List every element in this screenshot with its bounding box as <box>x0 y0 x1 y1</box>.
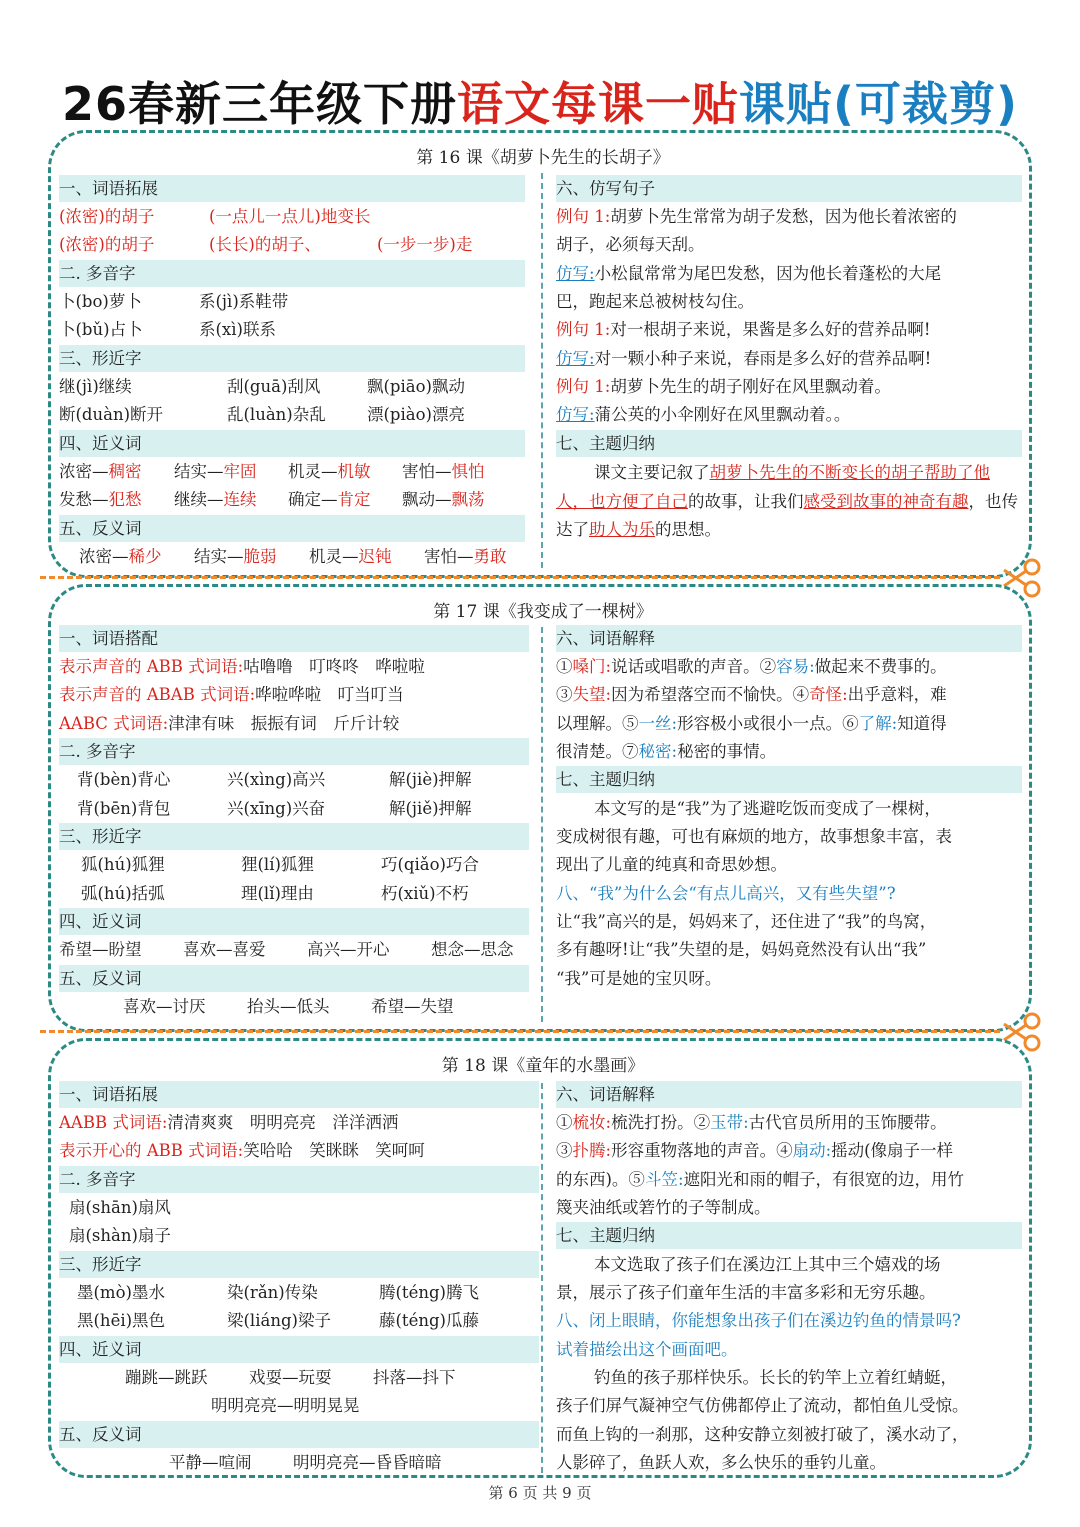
category-label: AABB 式词语: <box>59 1113 168 1132</box>
synonym-pair: 明明亮亮—明明晃晃 <box>211 1396 360 1415</box>
imitation-sentence <box>556 345 931 372</box>
synonym: 犯愁 <box>108 490 142 509</box>
vocab-row <box>59 710 399 737</box>
highlight: 感受到故事的神 <box>803 491 919 511</box>
similar-char: 藤(téng)瓜藤 <box>379 1311 479 1330</box>
similar-char: 狐(hú)狐狸 <box>81 855 165 874</box>
column-divider <box>541 173 543 568</box>
text: 知道得 <box>897 714 947 733</box>
similar-char-row <box>81 880 469 907</box>
section-header: 六、词语解释 <box>556 1081 1022 1108</box>
antonym-row <box>169 1449 442 1476</box>
definition-row <box>556 710 947 737</box>
summary-line: 现出了儿童的纯真和奇思妙想。 <box>556 855 787 874</box>
word: 飘动— <box>402 490 452 509</box>
example-label: 例句 1: <box>556 207 611 226</box>
imitation-label: 仿写: <box>556 264 595 283</box>
polyphone: 背(bēn)背包 <box>77 799 171 818</box>
similar-char-row <box>81 851 479 878</box>
summary-line: 变成树很有趣，可也有麻烦的地方，故事想象丰富，表 <box>556 827 952 846</box>
vocab-row <box>59 1109 398 1136</box>
synonym: 飘荡 <box>451 490 485 509</box>
page-number: 第 6 页 共 9 页 <box>488 1484 592 1502</box>
imitation-label: 仿写: <box>556 349 595 368</box>
antonym-pair: 明明亮亮—昏昏暗暗 <box>293 1453 442 1472</box>
similar-char: 巧(qiǎo)巧合 <box>381 855 479 874</box>
phrase: (长长)的胡子、 <box>209 235 321 254</box>
sentence-text: 胡萝卜先生的胡子刚好在风里飘动着。 <box>610 377 891 396</box>
imitation-sentence <box>556 260 941 287</box>
section-header: 三、形近字 <box>59 1251 539 1278</box>
polyphone: 扇(shān)扇风 <box>69 1198 171 1217</box>
similar-char: 弧(hú)括弧 <box>81 884 165 903</box>
words: 津津有味 振振有词 斤斤计较 <box>168 714 400 733</box>
synonym: 惧怕 <box>451 462 485 481</box>
term: 玉带: <box>710 1113 749 1132</box>
title-part-2: 语文每课一贴 <box>456 77 739 131</box>
antonym: 勇敢 <box>473 547 507 566</box>
lesson-18-card <box>48 1038 1032 1478</box>
title-part-3: 课贴(可裁剪) <box>738 77 1019 131</box>
section-header: 五、反义词 <box>59 965 529 992</box>
section-header: 一、词语搭配 <box>59 625 529 652</box>
synonym-pair: 想念—思念 <box>431 940 514 959</box>
section-header: 六、仿写句子 <box>556 175 1022 202</box>
text: 遮阳光和雨的帽子，有很宽的边，用竹 <box>683 1170 964 1189</box>
word: 浓密— <box>59 462 109 481</box>
section-header: 七、主题归纳 <box>556 766 1022 793</box>
imitation-label: 仿写: <box>556 405 595 424</box>
category-label: 表示开心的 ABB 式词语: <box>59 1141 244 1160</box>
term: 失望: <box>572 685 612 704</box>
theme-summary <box>556 459 1022 545</box>
similar-char: 黑(hēi)黑色 <box>77 1311 166 1330</box>
summary-line: 本文选取了孩子们在溪边江上其中三个嬉戏的场 <box>594 1255 941 1274</box>
similar-char: 刮(guā)刮风 <box>227 377 321 396</box>
section-header: 四、近义词 <box>59 908 529 935</box>
cut-line <box>40 576 1000 579</box>
summary-line: 本文写的是“我”为了逃避吃饭而变成了一棵树， <box>594 799 941 818</box>
lesson-16-card <box>48 130 1032 578</box>
similar-char: 乱(luàn)杂乱 <box>227 405 326 424</box>
polyphone: 系(xì)联系 <box>199 320 276 339</box>
polyphone-row <box>59 288 289 315</box>
vocab-row <box>59 231 473 258</box>
section-header: 一、词语拓展 <box>59 1081 539 1108</box>
similar-char-row <box>59 373 465 400</box>
text: ③ <box>556 685 573 704</box>
similar-char: 飘(piāo)飘动 <box>367 377 465 396</box>
section-header: 四、近义词 <box>59 430 525 457</box>
example-sentence <box>556 373 891 400</box>
page-title <box>0 68 1080 134</box>
lesson-16-title: 第 16 课《胡萝卜先生的长胡子》 <box>416 148 670 168</box>
imitation-sentence <box>556 401 850 428</box>
similar-char: 断(duàn)断开 <box>59 405 164 424</box>
section-header: 一、词语拓展 <box>59 175 525 202</box>
synonym-pair: 希望—盼望 <box>59 940 142 959</box>
similar-char-row <box>59 401 465 428</box>
polyphone: 卜(bǔ)占卜 <box>59 320 143 339</box>
definition-row <box>556 1109 947 1136</box>
synonym: 稠密 <box>108 462 142 481</box>
term: 扑腾: <box>572 1141 612 1160</box>
text: 秘密的事情。 <box>677 742 777 761</box>
definition-row <box>556 1166 964 1193</box>
word: 机灵— <box>288 462 338 481</box>
lesson-18-title: 第 18 课《童年的水墨画》 <box>441 1056 645 1076</box>
polyphone: 系(jì)系鞋带 <box>199 292 289 311</box>
sentence-text: 小松鼠常常为尾巴发愁，因为他长着蓬松的大尾 <box>594 264 942 283</box>
highlight: 胡萝卜先生的不断变长的胡子帮助 <box>709 463 957 482</box>
antonym: 脆弱 <box>243 547 277 566</box>
synonym: 机敏 <box>337 462 371 481</box>
polyphone: 兴(xìng)高兴 <box>227 770 326 789</box>
polyphone: 背(bèn)背心 <box>77 770 171 789</box>
text: 古代官员所用的玉饰腰带。 <box>748 1113 947 1132</box>
antonym: 迟钝 <box>358 547 392 566</box>
section-header: 三、形近字 <box>59 823 529 850</box>
word: 发愁— <box>59 490 109 509</box>
similar-char: 墨(mò)墨水 <box>77 1283 165 1302</box>
column-divider <box>541 627 543 1022</box>
sentence-text: 对一根胡子来说，果酱是多么好的营养品啊! <box>610 320 931 339</box>
text: 的故事，让我们 <box>688 491 804 511</box>
answer-line: 多有趣呀!让“我”失望的是，妈妈竟然没有认出“我” <box>556 940 927 959</box>
similar-char: 继(jì)继续 <box>59 377 132 396</box>
synonym: 牢固 <box>223 462 257 481</box>
text: 因为希望落空而不愉快。④ <box>611 685 810 704</box>
word: 确定— <box>288 490 338 509</box>
word: 结实— <box>174 462 224 481</box>
phrase: (一点儿一点儿)地变长 <box>209 207 371 226</box>
example-label: 例句 1: <box>556 320 611 339</box>
term: 容易: <box>776 657 815 676</box>
vocab-row <box>59 203 371 230</box>
polyphone-row <box>77 766 472 793</box>
synonym-pair: 抖落—抖下 <box>373 1368 456 1387</box>
polyphone-row <box>77 795 472 822</box>
column-divider <box>541 1083 543 1473</box>
text: ① <box>556 657 573 676</box>
antonym-pair: 抬头—低头 <box>247 997 330 1016</box>
term: 秘密: <box>638 742 678 761</box>
category-label: 表示声音的 ABAB 式词语: <box>59 685 256 704</box>
term: 嗓门: <box>572 657 612 676</box>
polyphone-row <box>59 316 276 343</box>
section-header: 三、形近字 <box>59 345 525 372</box>
definition-row <box>556 653 947 680</box>
words: 笑哈哈 笑眯眯 笑呵呵 <box>243 1141 425 1160</box>
summary-line: 景，展示了孩子们童年生活的丰富多彩和无穷乐趣。 <box>556 1283 936 1302</box>
answer-line: 人影碎了，鱼跃人欢，多么快乐的垂钓儿童。 <box>556 1453 886 1472</box>
word: 浓密— <box>79 547 129 566</box>
polyphone: 扇(shàn)扇子 <box>69 1226 171 1245</box>
similar-char: 腾(téng)腾飞 <box>379 1283 479 1302</box>
vocab-row <box>59 1137 425 1164</box>
term: 一丝: <box>638 714 678 733</box>
text: 的思想。 <box>655 520 721 539</box>
title-part-1: 26春新三年级下册 <box>61 77 457 131</box>
highlight: 奇有趣 <box>919 491 969 511</box>
similar-char-row <box>77 1279 479 1306</box>
word: 机灵— <box>309 547 359 566</box>
definition-row <box>556 681 947 708</box>
sentence-text: 蒲公英的小伞刚好在风里飘动着。。 <box>594 405 851 424</box>
highlight: 助人为乐 <box>589 520 655 539</box>
sentence-cont: 巴，跑起来总被树枝勾住。 <box>556 292 754 311</box>
phrase: (浓密)的胡子 <box>59 235 155 254</box>
text: ，也传达了 <box>556 491 1018 539</box>
category-label: 表示声音的 ABB 式词语: <box>59 657 244 676</box>
words: 清清爽爽 明明亮亮 洋洋洒洒 <box>167 1113 399 1132</box>
vocab-row <box>59 653 425 680</box>
cut-line <box>40 1030 1000 1033</box>
word: 害怕— <box>402 462 452 481</box>
section-header: 四、近义词 <box>59 1336 539 1363</box>
text: ① <box>556 1113 573 1132</box>
section-header: 七、主题归纳 <box>556 430 1022 457</box>
text: 摇动(像扇子一样 <box>831 1141 954 1160</box>
similar-char: 染(rǎn)传染 <box>227 1283 318 1302</box>
text: 形容极小或很小一点。⑥ <box>677 714 859 733</box>
section-header: 七、主题归纳 <box>556 1222 1022 1249</box>
synonym-pair: 高兴—开心 <box>307 940 390 959</box>
antonym-pair: 喜欢—讨厌 <box>123 997 206 1016</box>
similar-char: 漂(piào)漂亮 <box>367 405 465 424</box>
section-header: 五、反义词 <box>59 1421 539 1448</box>
term: 梳妆: <box>572 1113 612 1132</box>
question-header: 试着描绘出这个画面吧。 <box>556 1340 738 1359</box>
definition-row <box>556 1137 953 1164</box>
definition-row <box>556 738 776 765</box>
sentence-cont: 胡子，必须每天刮。 <box>556 235 705 254</box>
polyphone: 解(jiè)押解 <box>389 770 472 789</box>
similar-char: 理(lǐ)理由 <box>241 884 314 903</box>
definition-row: 篾夹油纸或箬竹的子等制成。 <box>556 1198 771 1217</box>
polyphone: 解(jiě)押解 <box>389 799 472 818</box>
highlight: 了他人，也方便了自己 <box>556 463 990 511</box>
term: 了解: <box>858 714 898 733</box>
sentence-text: 对一颗小种子来说，春雨是多么好的营养品啊! <box>594 349 932 368</box>
text: 出乎意料，难 <box>847 685 947 704</box>
answer-line: 而鱼上钩的一刹那，这种安静立刻被打破了，溪水动了， <box>556 1425 969 1444</box>
word: 害怕— <box>424 547 474 566</box>
synonym-row <box>125 1364 456 1391</box>
polyphone: 兴(xīng)兴奋 <box>227 799 326 818</box>
synonym-pair: 喜欢—喜爱 <box>183 940 266 959</box>
answer-line: “我”可是她的宝贝呀。 <box>556 969 722 988</box>
question-header: 八、闭上眼睛，你能想象出孩子们在溪边钓鱼的情景吗? <box>556 1311 961 1330</box>
question-header: 八、“我”为什么会“有点儿高兴，又有些失望”? <box>556 884 896 903</box>
antonym-row <box>123 993 454 1020</box>
text: 形容重物落地的声音。④ <box>611 1141 793 1160</box>
text: 梳洗打扮。② <box>611 1113 711 1132</box>
example-sentence <box>556 316 930 343</box>
answer-line: 让“我”高兴的是，妈妈来了，还住进了“我”的鸟窝， <box>556 912 937 931</box>
synonym: 连续 <box>223 490 257 509</box>
antonym-row <box>79 543 507 570</box>
section-header: 五、反义词 <box>59 515 525 542</box>
term: 奇怪: <box>809 685 848 704</box>
lesson-17-title: 第 17 课《我变成了一棵树》 <box>433 602 653 622</box>
section-header: 六、词语解释 <box>556 625 1022 652</box>
synonym-row <box>59 936 514 963</box>
word: 结实— <box>194 547 244 566</box>
phrase: (一步一步)走 <box>377 235 473 254</box>
similar-char: 狸(lí)狐狸 <box>241 855 314 874</box>
word: 继续— <box>174 490 224 509</box>
text: 说话或唱歌的声音。② <box>611 657 777 676</box>
text: 课文主要记叙了 <box>594 463 710 482</box>
synonym-pair: 蹦跳—跳跃 <box>125 1368 208 1387</box>
text: 以理解。⑤ <box>556 714 639 733</box>
category-label: AABC 式词语: <box>59 714 169 733</box>
section-header: 二. 多音字 <box>59 738 529 765</box>
answer-line: 孩子们屏气凝神空气仿佛都停止了流动，都怕鱼儿受惊。 <box>556 1396 969 1415</box>
example-sentence <box>556 203 957 230</box>
vocab-row <box>59 681 404 708</box>
text: ③ <box>556 1141 573 1160</box>
polyphone: 卜(bo)萝卜 <box>59 292 142 311</box>
section-header: 二. 多音字 <box>59 260 525 287</box>
example-label: 例句 1: <box>556 377 611 396</box>
answer-line: 钓鱼的孩子那样快乐。长长的钓竿上立着红蜻蜓， <box>594 1368 957 1387</box>
antonym-pair: 希望—失望 <box>371 997 454 1016</box>
words: 哗啦哗啦 叮当叮当 <box>255 685 404 704</box>
synonym-row <box>59 458 485 485</box>
text: 的东西)。⑤ <box>556 1170 645 1189</box>
similar-char: 朽(xiǔ)不朽 <box>381 884 469 903</box>
words: 咕噜噜 叮咚咚 哗啦啦 <box>243 657 425 676</box>
synonym-pair: 戏耍—玩耍 <box>249 1368 332 1387</box>
term: 扇动: <box>792 1141 832 1160</box>
sentence-text: 胡萝卜先生常常为胡子发愁，因为他长着浓密的 <box>610 207 957 226</box>
similar-char-row <box>77 1307 479 1334</box>
text: 做起来不费事的。 <box>814 657 947 676</box>
term: 斗笠: <box>644 1170 684 1189</box>
section-header: 二. 多音字 <box>59 1166 539 1193</box>
text: 很清楚。⑦ <box>556 742 639 761</box>
antonym: 稀少 <box>128 547 162 566</box>
synonym-row <box>59 486 485 513</box>
synonym: 肯定 <box>337 490 371 509</box>
similar-char: 梁(liáng)梁子 <box>227 1311 331 1330</box>
phrase: (浓密)的胡子 <box>59 207 155 226</box>
antonym-pair: 平静—喧闹 <box>169 1453 252 1472</box>
lesson-17-card <box>48 584 1032 1032</box>
